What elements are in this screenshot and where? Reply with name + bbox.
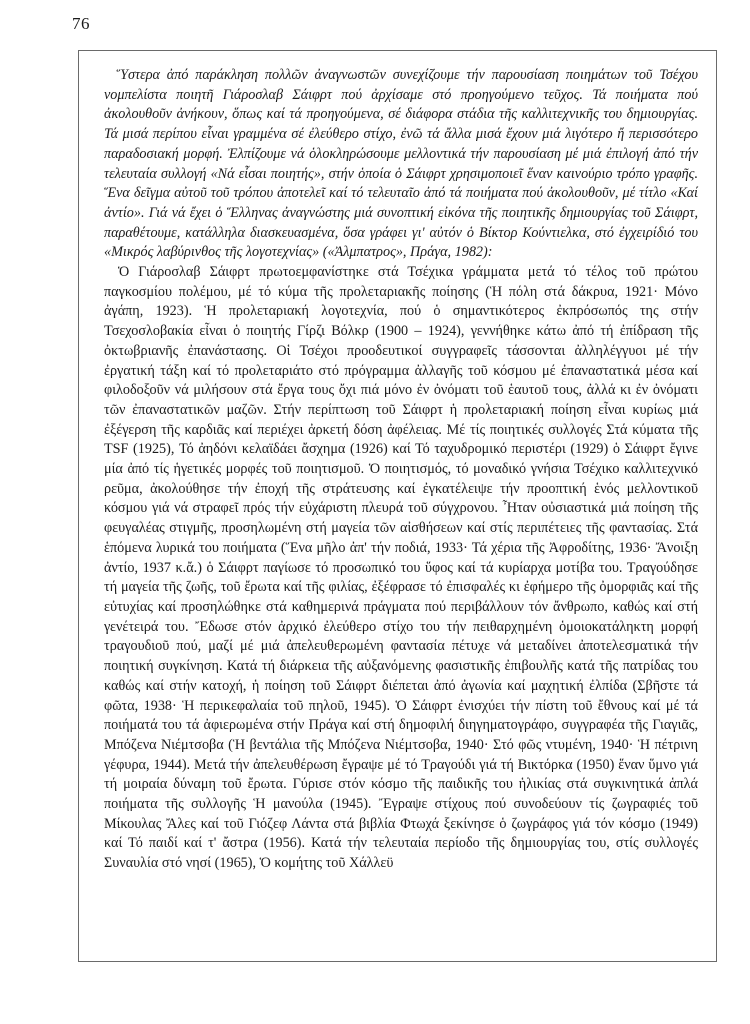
- body-paragraph: Ὁ Γιάροσλαβ Σάιφρτ πρωτοεμφανίστηκε στά Τσέχικα γράμματα μετά τό τέλος τοῦ πρώτου παγκοσμίου πολέμου, μέ τό κύμα τῆς προλεταριακῆς ποίησης (Ἡ πόλη στά δάκρυα, 1921· Μόνο ἀγάπη, 1923). Ἡ προλεταριακή λογοτεχνία, πού ὁ σημαντικότερος ἐκπρόσωπός της στήν Τσεχοσλοβακία εἶναι ὁ ποιητής Γίρζι Βόλκρ (1900 – 1924), γεννήθηκε κάτω ἀπό τή ἐπίδραση τῆς ὀκτωβριανῆς ἐπανάστασης. Οἱ Τσέχοι προοδευτικοί συγγραφεῖς τάσσονται ἀλληλέγγυοι μέ τήν ἐργατική τάξη καί τό προλεταριάτο στό πρόγραμμα ἀλλαγῆς τοῦ κόσμου μέ ἐπαναστατικά μέσα καί φιλοδοξοῦν νά μιλήσουν στά ἔργα τους ὄχι πιά μόνο ἐν ὀνόματι τοῦ ἑαυτοῦ τους, ἀλλά κι ἐν ὀνόματι τῶν ἐπαναστατικῶν μαζῶν. Στήν περίπτωση τοῦ Σάιφρτ ἡ προλεταριακή ποίηση εἶναι κυρίως μιά ἐξέγερση τῆς καρδιᾶς καί περιέχει ἀρκετή δόση ἀφέλειας. Μέ τίς ποιητικές συλλογές Στά κύματα τῆς TSF (1925), Τό ἀηδόνι κελαϊδάει ἄσχημα (1926) καί Τό ταχυδρομικό περιστέρι (1929) ὁ Σάιφρτ ἔγινε μία ἀπό τίς ἡγετικές μορφές τοῦ ποιητισμοῦ. Ὁ ποιητισμός, τό μοναδικό γνήσια Τσέχικο καλλιτεχνικό ρεῦμα, ἀκολούθησε τήν ἐποχή τῆς στράτευσης καί ἐγκατέλειψε τήν προοπτική ἑνός μελλοντικοῦ κόσμου γιά νά στραφεῖ πρός τήν εὐχάριστη πλευρά τοῦ σύγχρονου. Ἦταν οὐσιαστικά μιά ποίηση τῆς φευγαλέας στιγμῆς, προσηλωμένη στή μαγεία τῶν αἰσθήσεων καί στίς περιπέτειες τῆς φαντασίας. Στά ἑπόμενα λυρικά του ποιήματα (Ἕνα μῆλο ἀπ' τήν ποδιά, 1933· Τά χέρια τῆς Ἀφροδίτης, 1936· Ἄνοιξη ἀντίο, 1937 κ.ἄ.) ὁ Σάιφρτ παγίωσε τό προσωπικό του ὕφος καί τά κυρίαρχα μοτίβα του. Τραγούδησε τή μαγεία τῆς ζωῆς, τοῦ ἔρωτα καί τῆς φιλίας, ἐξέφρασε τό ἐπισφαλές κι ἐφήμερο τῆς ὀμορφιᾶς καί τῆς εὐτυχίας καί προσηλώθηκε στά καθημερινά πράγματα πού περιβάλλουν τόν ἄνθρωπο, καθώς καί στή γενέτειρά του. Ἔδωσε στόν ἀρχικό ἐλεύθερο στίχο του τήν πειθαρχημένη ὁμοιοκατάληκτη μορφή τραγουδιοῦ πού, μαζί μέ μιά ἀπελευθερωμένη φαντασία πέτυχε νά μεταδίνει ἀποτελεσματικά τήν ποιητική συγκίνηση. Κατά τή διάρκεια τῆς αὐξανόμενης φασιστικῆς ἐπιβουλῆς κατά τῆς πατρίδας του καθώς καί στήν κατοχή, ἡ ποίηση τοῦ Σάιφρτ διέπεται ἀπό ἀγωνία καί μαχητική ἐλπίδα (Σβῆστε τά φῶτα, 1938· Ἡ περικεφαλαία τοῦ πηλοῦ, 1945). Ὁ Σάιφρτ ἐνισχύει τήν πίστη τοῦ ἔθνους καί μέ τά ποιήματά του τά ἀφιερωμένα στήν Πράγα καί στή δημοφιλή διηγηματογράφο, συγγραφέα τῆς Γιαγιᾶς, Μπόζενα Νιέμτσοβα (Ἡ βεντάλια τῆς Μπόζενα Νιέμτσοβα, 1940· Στό φῶς ντυμένη, 1940· Ἡ πέτρινη γέφυρα, 1944). Μετά τήν ἀπελευθέρωση ἔγραψε μέ τό Τραγούδι γιά τή Βικτόρκα (1950) ἕναν ὕμνο γιά τή μοιραία δύναμη τοῦ ἔρωτα. Γύρισε στόν κόσμο τῆς παιδικῆς του ἡλικίας στά συγκινητικά ἁπλά ποιήματα τῆς συλλογῆς Ἡ μανούλα (1945). Ἔγραψε στίχους πού συνοδεύουν τίς ζωγραφιές τοῦ Μίκουλας Ἄλες καί τοῦ Γιόζεφ Λάντα στά βιβλία Φτωχά ξεκίνησε ὁ ζωγράφος γιά τόν κόσμο (1949) καί Τό παιδί καί τ' ἄστρα (1956). Κατά τήν τελευταία περίοδο τῆς δημιουργίας του, στίς συλλογές Συναυλία στό νησί (1965), Ὁ κομήτης τοῦ Χάλλεϋ: [104, 264, 698, 872]
- article-text: [104, 66, 698, 874]
- intro-paragraph: Ὕστερα ἀπό παράκληση πολλῶν ἀναγνωστῶν συνεχίζουμε τήν παρουσίαση ποιημάτων τοῦ Τσέχου νομπελίστα ποιητῆ Γιάροσλαβ Σάιφρτ πού ἀρχίσαμε στό προηγούμενο τεῦχος. Τά ποιήματα πού ἀκολουθοῦν ἀνήκουν, ὅπως καί τά προηγούμενα, σέ διάφορα στάδια τῆς καλλιτεχνικῆς του δημιουργίας. Τά μισά περίπου εἶναι γραμμένα σέ ἐλεύθερο στίχο, ἐνῶ τά ἄλλα μισά ἔχουν μιά λιγότερο ἤ περισσότερο παραδοσιακή μορφή. Ἐλπίζουμε νά ὁλοκληρώσουμε μελλοντικά τήν παρουσίαση μέ μιά ἐπιλογή ἀπό τήν τελευταία συλλογή «Νά εἶσαι ποιητής», στήν ὁποία ὁ Σάιφρτ χρησιμοποιεῖ ἕναν καινούριο τρόπο γραφῆς. Ἕνα δεῖγμα αὐτοῦ τοῦ τρόπου ἀποτελεῖ καί τό τελευταῖο ἀπό τά ποιήματα πού ἀκολουθοῦν, μέ τίτλο «Καί ἀντίο». Γιά νά ἔχει ὁ Ἕλληνας ἀναγνώστης μιά συνοπτική εἰκόνα τῆς ποιητικῆς δημιουργίας τοῦ Σάιφρτ, παραθέτουμε, κατάλληλα διασκευασμένα, ὅσα γράφει γι' αὐτόν ὁ Βίκτορ Κούντιελκα, στό ἐγχειρίδιό του «Μικρός λαβύρινθος τῆς λογοτεχνίας» («Ἀλμπατρος», Πράγα, 1982):: [104, 67, 698, 261]
- page-number: 76: [72, 14, 90, 33]
